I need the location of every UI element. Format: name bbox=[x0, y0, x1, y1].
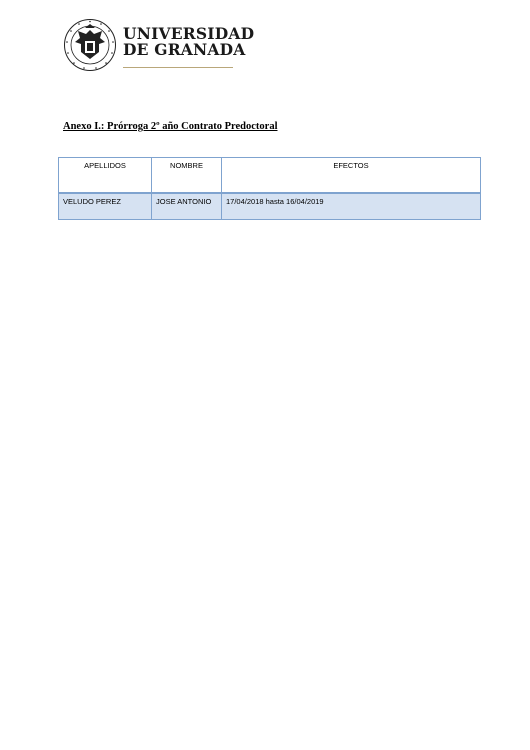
cell-efectos: 17/04/2018 hasta 16/04/2019 bbox=[222, 193, 481, 220]
wordmark-line-2: DE GRANADA bbox=[123, 40, 246, 59]
university-header bbox=[60, 14, 255, 72]
table-header-row bbox=[59, 158, 481, 194]
column-header-nombre: NOMBRE bbox=[152, 158, 222, 194]
wordmark-underline bbox=[123, 67, 233, 68]
cell-apellidos: VELUDO PEREZ bbox=[59, 193, 152, 220]
extension-table bbox=[58, 157, 481, 220]
table-row bbox=[59, 193, 481, 220]
university-seal-icon bbox=[63, 18, 117, 72]
column-header-apellidos: APELLIDOS bbox=[59, 158, 152, 194]
column-header-efectos: EFECTOS bbox=[222, 158, 481, 194]
wordmark-line-1: UNIVERSIDAD bbox=[123, 24, 255, 43]
university-wordmark bbox=[123, 26, 254, 58]
document-title: Anexo I.: Prórroga 2º año Contrato Predoctoral bbox=[63, 121, 278, 132]
cell-nombre: JOSE ANTONIO bbox=[152, 193, 222, 220]
